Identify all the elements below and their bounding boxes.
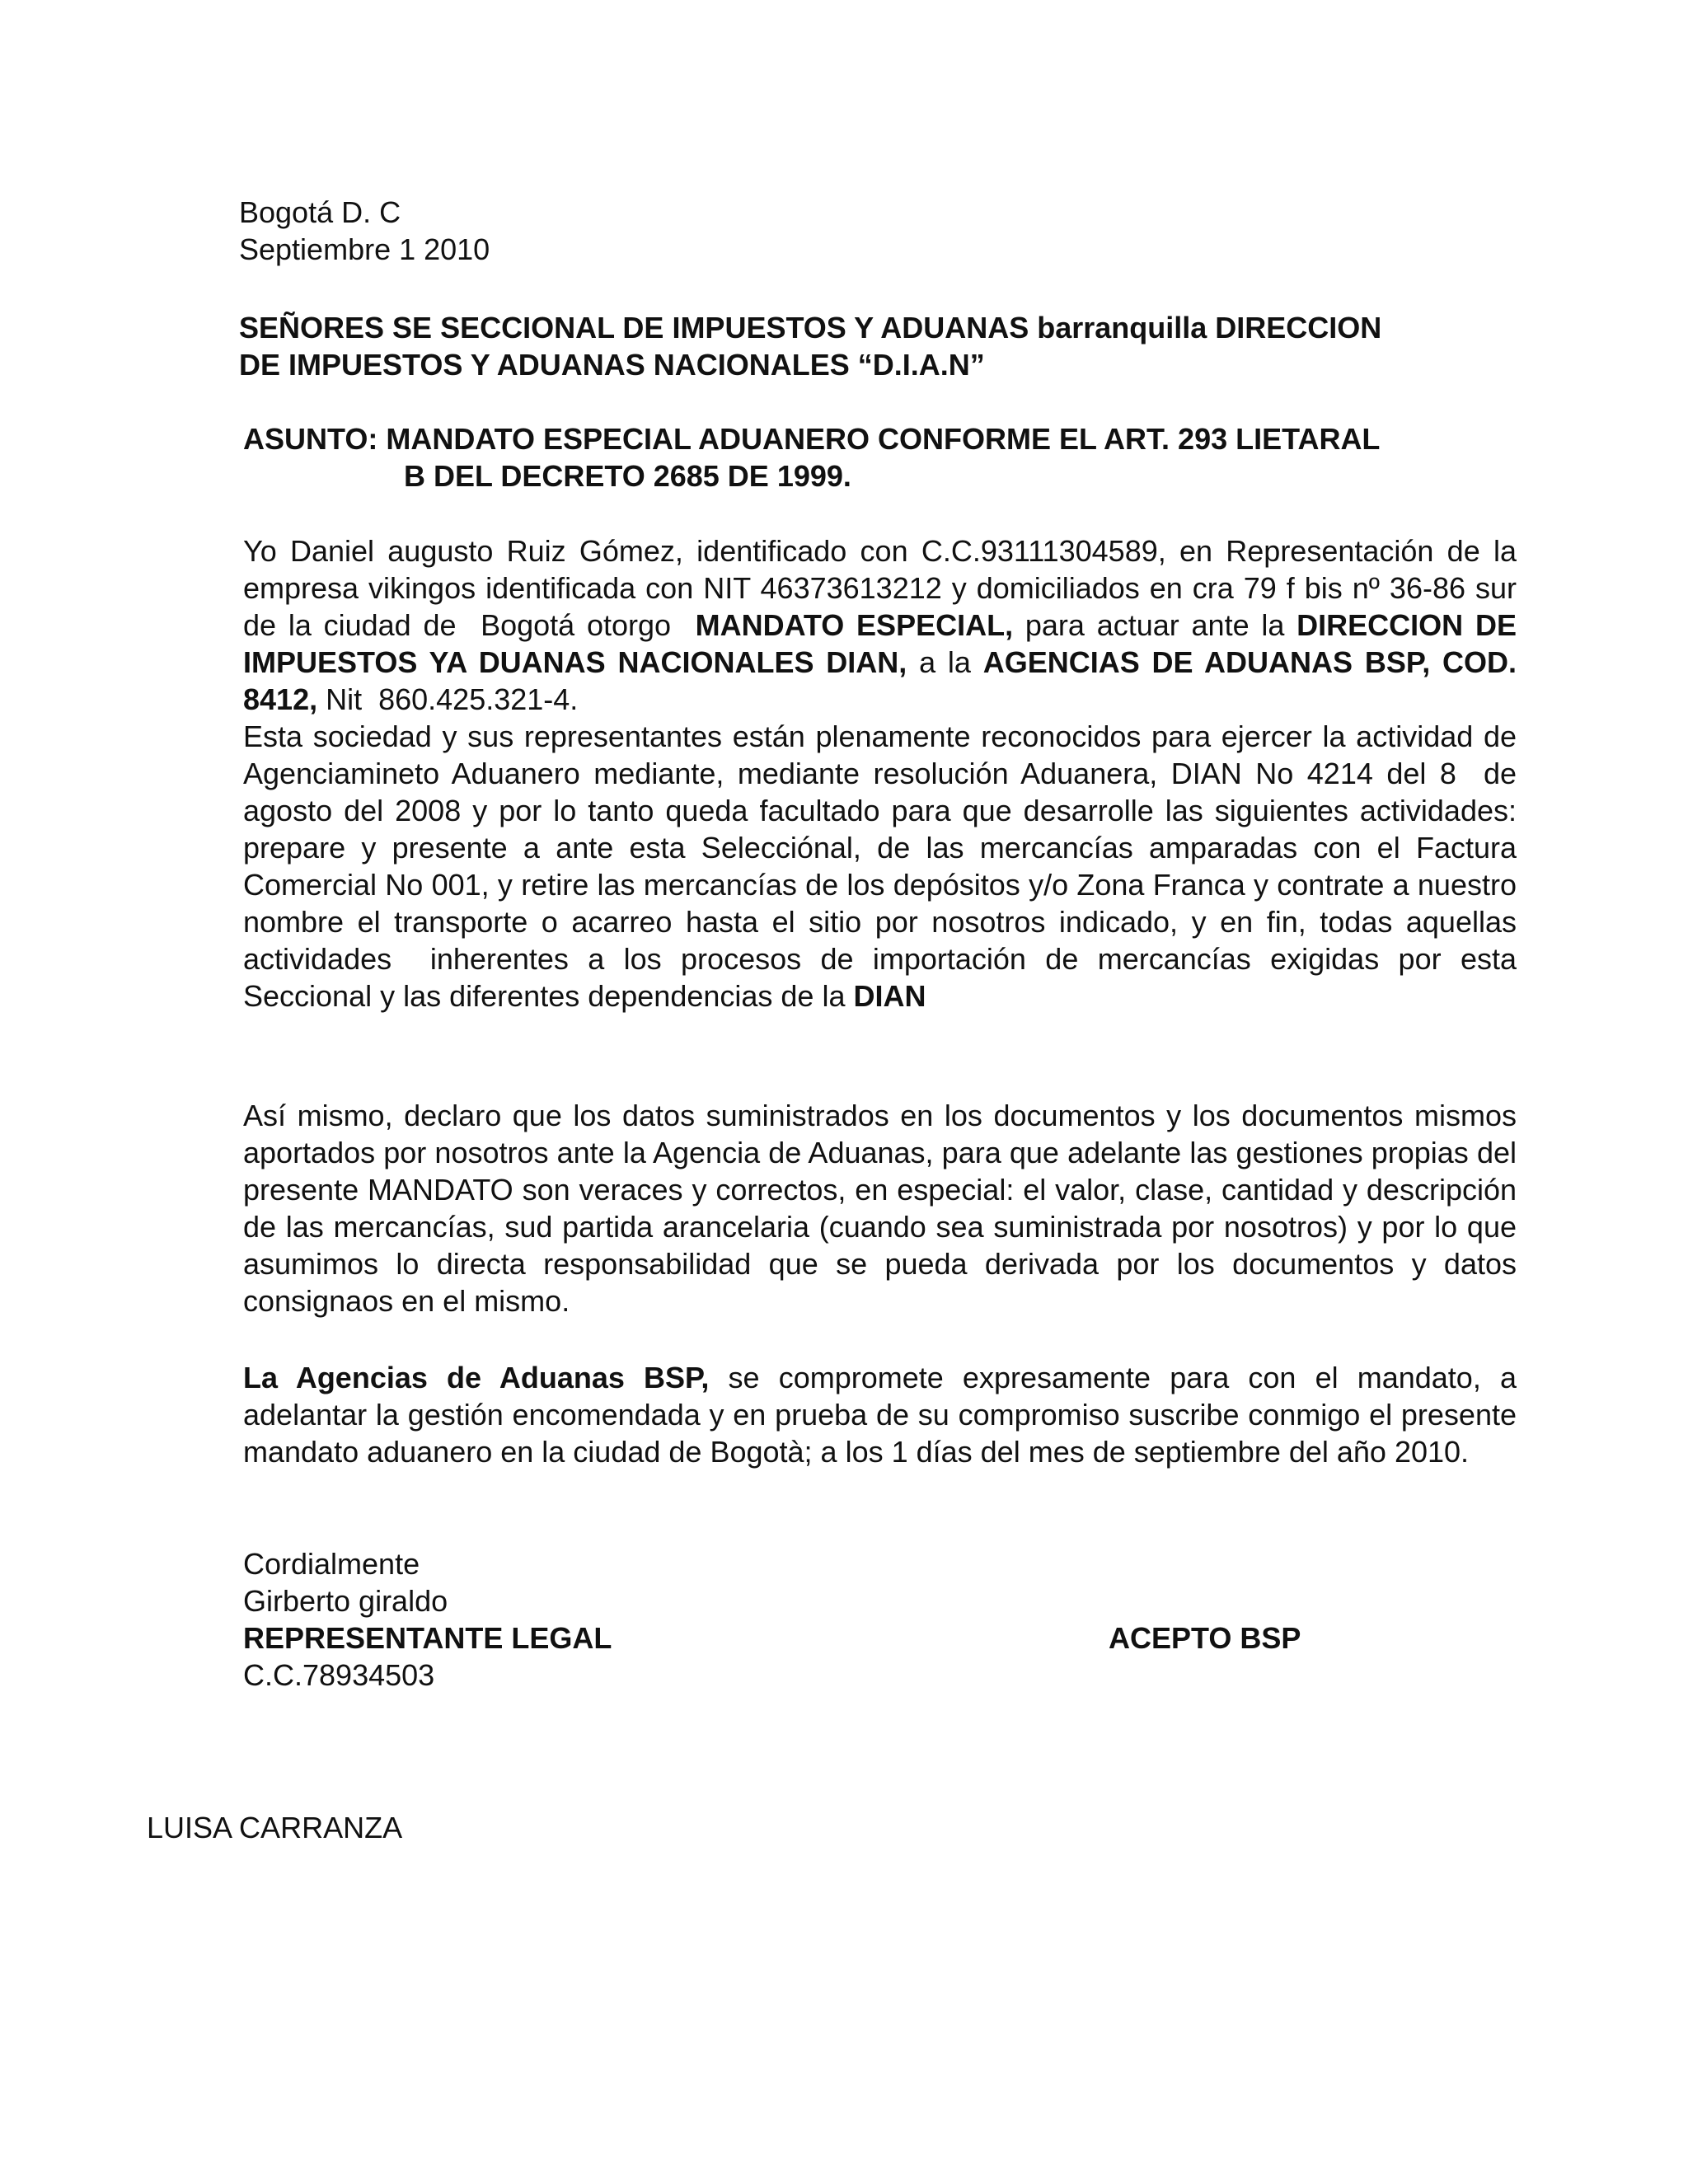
paragraph-mandate-scope bbox=[243, 718, 1526, 1015]
recipient-line-2: DE IMPUESTOS Y ADUANAS NACIONALES “D.I.A.N” bbox=[239, 348, 985, 382]
place-date-block bbox=[239, 194, 1517, 268]
recipient-block bbox=[239, 309, 1517, 383]
paragraph-commitment bbox=[243, 1359, 1526, 1470]
mandate-text-1: Yo Daniel augusto Ruiz Gómez, identificado con C.C.93111304589, en Representación de la empresa vikingos identificada con NIT 46373613212 y domiciliados en cra 79 f bis nº 36-86 sur de la ciudad de Bogotá otorgo bbox=[243, 534, 1526, 642]
subject-line-2: B DEL DECRETO 2685 DE 1999. bbox=[404, 459, 851, 493]
mandate-text-5: Esta sociedad y sus representantes están plenamente reconocidos para ejercer la actividad de Agenciamineto Aduanero mediante, mediante resolución Aduanera, DIAN No 4214 del 8 de agosto del 2008 y por lo tanto queda facultado para que desarrolle las siguientes actividades: prepare y presente a ante esta Selecciónal, de las mercancías amparadas con el Factura Comercial No 001, y retire las mercancías de los depósitos y/o Zona Franca y contrate a nuestro nombre el transporte o acarreo hasta el sitio por nosotros indicado, y en fin, todas aquellas actividades inherentes a los procesos de importación de mercancías exigidas por esta Seccional y las diferentes dependencias de la bbox=[243, 719, 1526, 1013]
commitment-bold: La Agencias de Aduanas BSP, bbox=[243, 1361, 710, 1394]
mandate-bold-1: MANDATO ESPECIAL, bbox=[695, 608, 1014, 642]
extra-name: LUISA CARRANZA bbox=[147, 1811, 403, 1844]
mandate-bold-4: DIAN bbox=[853, 979, 926, 1013]
paragraph-mandate-grant bbox=[243, 532, 1526, 718]
subject-line-1: ASUNTO: MANDATO ESPECIAL ADUANERO CONFORME EL ART. 293 LIETARAL bbox=[243, 422, 1381, 456]
paragraph-mandate bbox=[243, 532, 1526, 1015]
recipient-line-1: SEÑORES SE SECCIONAL DE IMPUESTOS Y ADUANAS barranquilla DIRECCION bbox=[239, 311, 1382, 344]
subject-block bbox=[243, 420, 1517, 494]
salutation: Cordialmente bbox=[243, 1547, 420, 1581]
accept-label: ACEPTO BSP bbox=[1109, 1621, 1301, 1655]
signer-id: C.C.78934503 bbox=[243, 1658, 435, 1692]
date-line: Septiembre 1 2010 bbox=[239, 232, 490, 266]
mandate-text-4: Nit 860.425.321-4. bbox=[317, 682, 579, 716]
mandate-text-2: para actuar ante la bbox=[1013, 608, 1297, 642]
place-line: Bogotá D. C bbox=[239, 195, 401, 229]
declaration-text: Así mismo, declaro que los datos suministrados en los documentos y los documentos mismos aportados por nosotros ante la Agencia de Aduanas, para que adelante las gestiones propias del presente MANDATO son veraces y correctos, en especial: el valor, clase, cantidad y descripción de las mercancías, sud partida arancelaria (cuando sea suministrada por nosotros) y por lo que asumimos lo directa responsabilidad que se pueda derivada por los documentos y datos consignaos en el mismo. bbox=[243, 1099, 1526, 1318]
mandate-bold-2: DIRECCION DE IMPUESTOS YA DUANAS NACIONALES DIAN, bbox=[243, 608, 1525, 679]
mandate-text-3: a la bbox=[907, 645, 983, 679]
signer-name: Girberto giraldo bbox=[243, 1584, 448, 1618]
mandate-bold-3: AGENCIAS DE ADUANAS BSP, COD. 8412, bbox=[243, 645, 1526, 716]
closing-block bbox=[243, 1545, 1517, 1694]
signature-row bbox=[243, 1619, 1517, 1657]
paragraph-declaration bbox=[243, 1097, 1526, 1319]
signer-role: REPRESENTANTE LEGAL bbox=[243, 1621, 612, 1655]
commitment-text: se compromete expresamente para con el mandato, a adelantar la gestión encomendada y en prueba de su compromiso suscribe conmigo el presente mandato aduanero en la ciudad de Bogotà; a los 1 días del mes de septiembre del año 2010. bbox=[243, 1361, 1526, 1469]
